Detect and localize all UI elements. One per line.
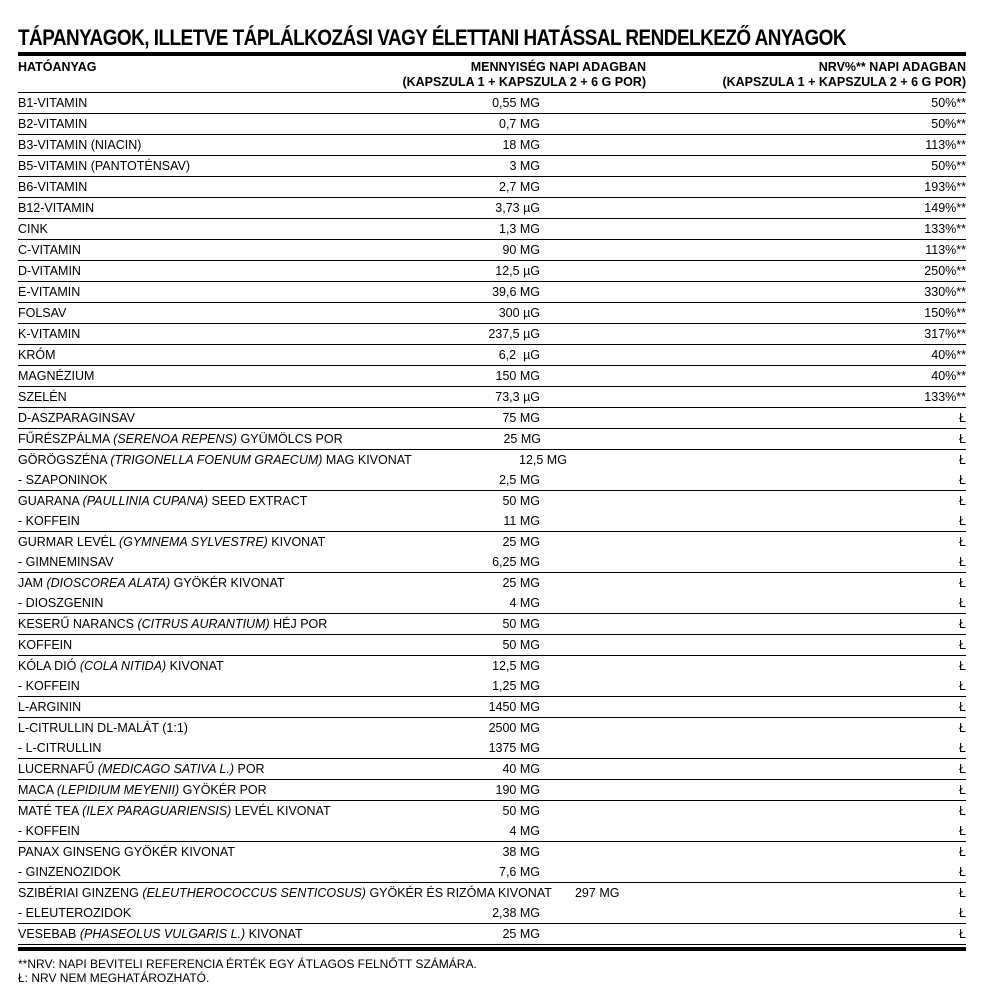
nrv-value: Ł xyxy=(959,927,966,941)
name-segment: SZIBÉRIAI GINZENG xyxy=(18,886,143,900)
name-segment: PANAX GINSENG GYÖKÉR KIVONAT xyxy=(18,845,235,859)
nrv-value: Ł xyxy=(959,721,966,735)
row-line xyxy=(18,491,966,511)
amount-value: 50 MG xyxy=(502,638,540,652)
table-row xyxy=(18,366,966,387)
ingredient-name xyxy=(18,387,340,407)
amount-value: 25 MG xyxy=(502,927,540,941)
name-segment: L-CITRULLIN DL-MALÁT (1:1) xyxy=(18,721,188,735)
header-amount-line1: MENNYISÉG NAPI ADAGBAN xyxy=(470,60,646,74)
table-row xyxy=(18,156,966,177)
row-subline xyxy=(18,862,966,882)
row-line xyxy=(18,532,966,552)
amount-value: 2,38 MG xyxy=(492,906,540,920)
ingredient-name xyxy=(18,450,412,470)
amount-value: 297 MG xyxy=(574,886,620,900)
table-row xyxy=(18,614,966,635)
name-segment: KESERŰ NARANCS xyxy=(18,617,138,631)
name-segment: KIVONAT xyxy=(245,927,303,941)
nrv-value: Ł xyxy=(959,596,966,610)
name-segment: - GIMNEMINSAV xyxy=(18,555,114,569)
nrv-value: 250%** xyxy=(924,264,966,278)
nrv-value: Ł xyxy=(959,411,966,425)
table-row xyxy=(18,261,966,282)
table-row xyxy=(18,780,966,801)
row-line xyxy=(18,780,966,800)
ingredient-name xyxy=(18,532,340,552)
ingredient-name xyxy=(18,156,340,176)
row-line xyxy=(18,718,966,738)
table-row xyxy=(18,924,966,945)
amount-value: 0,7 MG xyxy=(499,117,540,131)
table-row xyxy=(18,801,966,842)
name-segment: SEED EXTRACT xyxy=(208,494,308,508)
ingredient-name xyxy=(18,718,340,738)
latin-name: (COLA NITIDA) xyxy=(79,659,167,673)
name-segment: FŰRÉSZPÁLMA xyxy=(18,432,114,446)
nrv-value: 150%** xyxy=(924,306,966,320)
ingredient-name xyxy=(18,219,340,239)
footnote-symbol: Ł: NRV NEM MEGHATÁROZHATÓ. xyxy=(18,971,210,985)
table-row xyxy=(18,635,966,656)
nrv-value: Ł xyxy=(959,865,966,879)
ingredient-table-body xyxy=(18,93,966,945)
table-row xyxy=(18,177,966,198)
amount-value: 50 MG xyxy=(502,617,540,631)
header-nrv-line2: (KAPSZULA 1 + KAPSZULA 2 + 6 G POR) xyxy=(722,75,966,89)
nutrition-panel xyxy=(18,24,966,985)
name-segment: KOFFEIN xyxy=(18,638,73,652)
table-row xyxy=(18,387,966,408)
name-segment: L-ARGININ xyxy=(18,700,82,714)
name-segment: K-VITAMIN xyxy=(18,327,81,341)
ingredient-name xyxy=(18,924,340,944)
footnote-nrv: **NRV: NAPI BEVITELI REFERENCIA ÉRTÉK EGY ÁTLAGOS FELNŐTT SZÁMÁRA. xyxy=(18,957,477,971)
row-line xyxy=(18,450,966,470)
name-segment: VESEBAB xyxy=(18,927,80,941)
ingredient-name xyxy=(18,821,340,841)
table-header xyxy=(18,56,966,93)
row-line xyxy=(18,156,966,176)
amount-value: 2,5 MG xyxy=(499,473,540,487)
nrv-value: 40%** xyxy=(931,348,966,362)
ingredient-name xyxy=(18,240,340,260)
name-segment: KIVONAT xyxy=(267,535,326,549)
nrv-value: 133%** xyxy=(924,222,966,236)
name-segment: MATÉ TEA xyxy=(18,804,83,818)
table-row xyxy=(18,697,966,718)
row-line xyxy=(18,93,966,113)
ingredient-name xyxy=(18,282,340,302)
nrv-value: Ł xyxy=(959,617,966,631)
nrv-value: 330%** xyxy=(924,285,966,299)
nrv-value: Ł xyxy=(959,700,966,714)
nrv-value: Ł xyxy=(959,473,966,487)
ingredient-name xyxy=(18,429,343,449)
row-line xyxy=(18,114,966,134)
amount-value: 40 MG xyxy=(502,762,540,776)
row-line xyxy=(18,177,966,197)
name-segment: KRÓM xyxy=(18,348,56,362)
row-line xyxy=(18,656,966,676)
name-segment: SZELÉN xyxy=(18,390,67,404)
ingredient-name xyxy=(18,114,340,134)
table-row xyxy=(18,135,966,156)
ingredient-name xyxy=(18,470,340,490)
bottom-rule xyxy=(18,947,966,951)
amount-value: 1375 MG xyxy=(488,741,540,755)
nrv-value: Ł xyxy=(959,555,966,569)
table-row xyxy=(18,219,966,240)
name-segment: B1-VITAMIN xyxy=(18,96,88,110)
row-subline xyxy=(18,738,966,758)
nrv-value: 193%** xyxy=(924,180,966,194)
amount-value: 90 MG xyxy=(502,243,540,257)
name-segment: KÓLA DIÓ xyxy=(18,659,80,673)
row-line xyxy=(18,135,966,155)
row-line xyxy=(18,282,966,302)
ingredient-name xyxy=(18,903,340,923)
name-segment: - L-CITRULLIN xyxy=(18,741,102,755)
ingredient-name xyxy=(18,198,340,218)
latin-name: (GYMNEMA SYLVESTRE) xyxy=(118,535,268,549)
ingredient-name xyxy=(18,135,340,155)
row-subline xyxy=(18,511,966,531)
row-line xyxy=(18,614,966,634)
amount-value: 39,6 MG xyxy=(492,285,540,299)
row-line xyxy=(18,366,966,386)
ingredient-name xyxy=(18,801,340,821)
row-line xyxy=(18,842,966,862)
table-row xyxy=(18,345,966,366)
table-row xyxy=(18,114,966,135)
latin-name: (LEPIDIUM MEYENII) xyxy=(56,783,180,797)
row-line xyxy=(18,759,966,779)
latin-name: (TRIGONELLA FOENUM GRAECUM) xyxy=(110,453,323,467)
table-row xyxy=(18,759,966,780)
name-segment: - KOFFEIN xyxy=(18,824,80,838)
amount-value: 1450 MG xyxy=(488,700,540,714)
name-segment: KIVONAT xyxy=(166,659,224,673)
name-segment: GYÖKÉR POR xyxy=(179,783,267,797)
row-line xyxy=(18,240,966,260)
name-segment: GYÖKÉR ÉS RIZÓMA KIVONAT xyxy=(365,886,552,900)
row-line xyxy=(18,345,966,365)
ingredient-name xyxy=(18,780,340,800)
nrv-value: Ł xyxy=(959,453,966,467)
name-segment: JAM xyxy=(18,576,47,590)
name-segment: GYÜMÖLCS POR xyxy=(237,432,343,446)
name-segment: - SZAPONINOK xyxy=(18,473,108,487)
ingredient-name xyxy=(18,303,340,323)
ingredient-name xyxy=(18,676,340,696)
name-segment: LEVÉL KIVONAT xyxy=(231,804,331,818)
nrv-value: Ł xyxy=(959,576,966,590)
amount-value: 50 MG xyxy=(502,804,540,818)
row-line xyxy=(18,387,966,407)
nrv-value: Ł xyxy=(959,638,966,652)
latin-name: (ELEUTHEROCOCCUS SENTICOSUS) xyxy=(142,886,366,900)
ingredient-name xyxy=(18,635,340,655)
latin-name: (PHASEOLUS VULGARIS L.) xyxy=(79,927,246,941)
amount-value: 150 MG xyxy=(495,369,540,383)
ingredient-name xyxy=(18,324,340,344)
amount-value: 3,73 µG xyxy=(495,201,540,215)
amount-value: 38 MG xyxy=(502,845,540,859)
row-subline xyxy=(18,470,966,490)
latin-name: (MEDICAGO SATIVA L.) xyxy=(97,762,235,776)
name-segment: - DIOSZGENIN xyxy=(18,596,104,610)
nrv-value: Ł xyxy=(959,741,966,755)
amount-value: 25 MG xyxy=(502,576,540,590)
ingredient-name xyxy=(18,573,340,593)
name-segment: GYÖKÉR KIVONAT xyxy=(170,576,285,590)
ingredient-name xyxy=(18,656,340,676)
nrv-value: Ł xyxy=(959,514,966,528)
footnotes xyxy=(18,957,966,985)
ingredient-name xyxy=(18,345,340,365)
nrv-value: 149%** xyxy=(924,201,966,215)
name-segment: E-VITAMIN xyxy=(18,285,81,299)
row-subline xyxy=(18,903,966,923)
row-line xyxy=(18,429,966,449)
amount-value: 73,3 µG xyxy=(495,390,540,404)
table-row xyxy=(18,532,966,573)
nrv-value: 133%** xyxy=(924,390,966,404)
row-line xyxy=(18,883,966,903)
name-segment: C-VITAMIN xyxy=(18,243,81,257)
nrv-value: Ł xyxy=(959,494,966,508)
nrv-value: 50%** xyxy=(931,96,966,110)
amount-value: 25 MG xyxy=(502,535,540,549)
table-row xyxy=(18,450,966,491)
ingredient-name xyxy=(18,552,340,572)
row-line xyxy=(18,261,966,281)
nrv-value: 50%** xyxy=(931,117,966,131)
nrv-value: Ł xyxy=(959,762,966,776)
name-segment: GURMAR LEVÉL xyxy=(18,535,119,549)
header-nrv-line1: NRV%** NAPI ADAGBAN xyxy=(818,60,966,74)
ingredient-name xyxy=(18,593,340,613)
amount-value: 2500 MG xyxy=(488,721,540,735)
amount-value: 11 MG xyxy=(503,514,540,528)
header-amount-line2: (KAPSZULA 1 + KAPSZULA 2 + 6 G POR) xyxy=(402,75,646,89)
ingredient-name xyxy=(18,511,340,531)
ingredient-name xyxy=(18,177,340,197)
row-subline xyxy=(18,821,966,841)
nrv-value: Ł xyxy=(959,783,966,797)
nrv-value: Ł xyxy=(959,906,966,920)
name-segment: MAG KIVONAT xyxy=(322,453,412,467)
header-amount xyxy=(246,56,646,92)
row-line xyxy=(18,697,966,717)
table-row xyxy=(18,240,966,261)
row-line xyxy=(18,801,966,821)
table-row xyxy=(18,93,966,114)
amount-value: 75 MG xyxy=(502,411,540,425)
table-row xyxy=(18,842,966,883)
name-segment: GÖRÖGSZÉNA xyxy=(18,453,111,467)
amount-value: 4 MG xyxy=(509,596,540,610)
header-ingredient: HATÓANYAG xyxy=(18,60,97,74)
name-segment: - GINZENOZIDOK xyxy=(18,865,121,879)
row-subline xyxy=(18,593,966,613)
table-row xyxy=(18,718,966,759)
nrv-value: Ł xyxy=(959,535,966,549)
amount-value: 2,7 MG xyxy=(499,180,540,194)
row-line xyxy=(18,324,966,344)
nrv-value: Ł xyxy=(959,679,966,693)
name-segment: LUCERNAFŰ xyxy=(18,762,98,776)
nrv-value: Ł xyxy=(959,432,966,446)
table-row xyxy=(18,282,966,303)
latin-name: (PAULLINIA CUPANA) xyxy=(82,494,209,508)
amount-value: 7,6 MG xyxy=(499,865,540,879)
name-segment: B12-VITAMIN xyxy=(18,201,95,215)
name-segment: GUARANA xyxy=(18,494,83,508)
table-row xyxy=(18,324,966,345)
ingredient-name xyxy=(18,697,340,717)
name-segment: - ELEUTEROZIDOK xyxy=(18,906,132,920)
amount-value: 237,5 µG xyxy=(488,327,540,341)
row-subline xyxy=(18,552,966,572)
name-segment: B5-VITAMIN (PANTOTÉNSAV) xyxy=(18,159,191,173)
ingredient-name xyxy=(18,261,340,281)
row-line xyxy=(18,924,966,944)
nrv-value: Ł xyxy=(959,845,966,859)
row-line xyxy=(18,303,966,323)
table-row xyxy=(18,303,966,324)
row-line xyxy=(18,219,966,239)
ingredient-name xyxy=(18,366,340,386)
name-segment: D-VITAMIN xyxy=(18,264,81,278)
table-row xyxy=(18,883,966,924)
amount-value: 6,2 µG xyxy=(498,348,540,362)
latin-name: (ILEX PARAGUARIENSIS) xyxy=(82,804,232,818)
name-segment: CINK xyxy=(18,222,48,236)
row-line xyxy=(18,198,966,218)
amount-value: 6,25 MG xyxy=(492,555,540,569)
name-segment: B6-VITAMIN xyxy=(18,180,88,194)
row-line xyxy=(18,635,966,655)
ingredient-name xyxy=(18,883,552,903)
name-segment: HÉJ POR xyxy=(269,617,328,631)
table-row xyxy=(18,656,966,697)
ingredient-name xyxy=(18,862,340,882)
ingredient-name xyxy=(18,93,340,113)
amount-value: 3 MG xyxy=(509,159,540,173)
ingredient-name xyxy=(18,614,340,634)
amount-value: 1,25 MG xyxy=(492,679,540,693)
nrv-value: 317%** xyxy=(924,327,966,341)
ingredient-name xyxy=(18,491,340,511)
nrv-value: Ł xyxy=(959,804,966,818)
amount-value: 25 MG xyxy=(503,432,541,446)
nrv-value: 113%** xyxy=(925,138,966,152)
nrv-value: Ł xyxy=(959,886,966,900)
ingredient-name xyxy=(18,842,340,862)
table-row xyxy=(18,408,966,429)
nrv-value: 113%** xyxy=(925,243,966,257)
nrv-value: Ł xyxy=(959,824,966,838)
row-subline xyxy=(18,676,966,696)
header-nrv xyxy=(646,56,966,92)
amount-value: 12,5 µG xyxy=(495,264,540,278)
amount-value: 0,55 MG xyxy=(492,96,540,110)
ingredient-name xyxy=(18,759,340,779)
table-row xyxy=(18,429,966,450)
name-segment: B3-VITAMIN (NIACIN) xyxy=(18,138,142,152)
amount-value: 190 MG xyxy=(495,783,540,797)
amount-value: 12,5 MG xyxy=(492,659,540,673)
name-segment: FOLSAV xyxy=(18,306,67,320)
table-row xyxy=(18,198,966,219)
amount-value: 300 µG xyxy=(498,306,540,320)
ingredient-name xyxy=(18,738,340,758)
name-segment: - KOFFEIN xyxy=(18,514,80,528)
amount-value: 4 MG xyxy=(509,824,540,838)
latin-name: (SERENOA REPENS) xyxy=(113,432,238,446)
amount-value: 1,3 MG xyxy=(499,222,540,236)
nrv-value: 50%** xyxy=(931,159,966,173)
amount-value: 18 MG xyxy=(502,138,540,152)
row-line xyxy=(18,573,966,593)
table-row xyxy=(18,491,966,532)
name-segment: MACA xyxy=(18,783,57,797)
name-segment: D-ASZPARAGINSAV xyxy=(18,411,135,425)
amount-value: 50 MG xyxy=(502,494,540,508)
name-segment: POR xyxy=(234,762,265,776)
nrv-value: 40%** xyxy=(931,369,966,383)
latin-name: (CITRUS AURANTIUM) xyxy=(137,617,270,631)
amount-value: 12,5 MG xyxy=(519,453,567,467)
panel-title: TÁPANYAGOK, ILLETVE TÁPLÁLKOZÁSI VAGY ÉLETTANI HATÁSSAL RENDELKEZŐ ANYAGOK xyxy=(18,25,846,50)
name-segment: B2-VITAMIN xyxy=(18,117,88,131)
ingredient-name xyxy=(18,408,340,428)
nrv-value: Ł xyxy=(959,659,966,673)
name-segment: - KOFFEIN xyxy=(18,679,80,693)
name-segment: MAGNÉZIUM xyxy=(18,369,95,383)
row-line xyxy=(18,408,966,428)
table-row xyxy=(18,573,966,614)
latin-name: (DIOSCOREA ALATA) xyxy=(46,576,171,590)
